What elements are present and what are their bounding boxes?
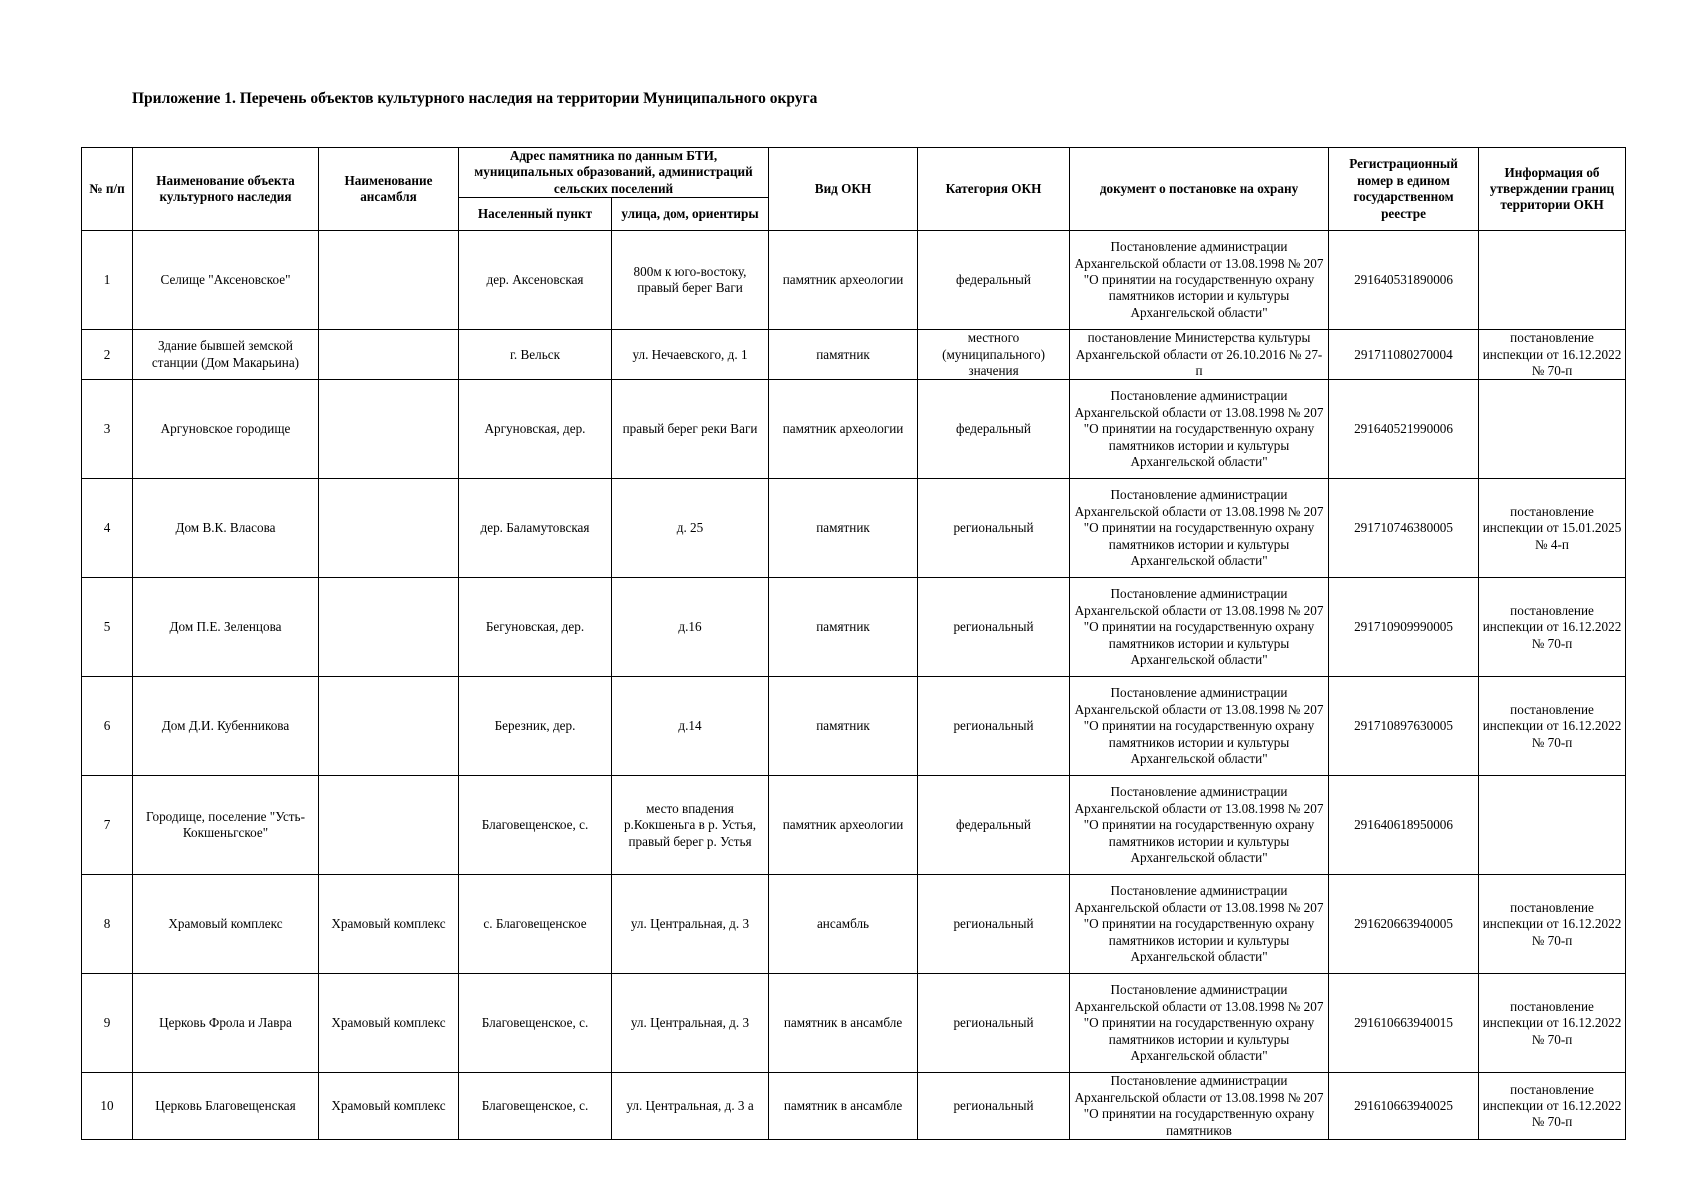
cell-boundaries <box>1479 380 1626 479</box>
cell-settlement: с. Благовещенское <box>459 875 612 974</box>
cell-name: Дом Д.И. Кубенникова <box>133 677 319 776</box>
cell-boundaries <box>1479 776 1626 875</box>
cell-settlement: дер. Аксеновская <box>459 231 612 330</box>
header-document: документ о постановке на охрану <box>1070 148 1329 231</box>
cell-num: 1 <box>82 231 133 330</box>
cell-num: 3 <box>82 380 133 479</box>
cell-type: памятник <box>769 677 918 776</box>
table-row <box>82 875 1626 974</box>
cell-category: региональный <box>918 578 1070 677</box>
cell-ensemble <box>319 677 459 776</box>
cell-name: Селище "Аксеновское" <box>133 231 319 330</box>
table-row <box>82 1073 1626 1140</box>
cell-reg-number: 291610663940025 <box>1329 1073 1479 1140</box>
cell-type: памятник в ансамбле <box>769 1073 918 1140</box>
cell-category: федеральный <box>918 231 1070 330</box>
cell-reg-number: 291710897630005 <box>1329 677 1479 776</box>
cell-street: д.16 <box>612 578 769 677</box>
cell-street: ул. Центральная, д. 3 <box>612 974 769 1073</box>
header-street: улица, дом, ориентиры <box>612 198 769 231</box>
cell-name: Аргуновское городище <box>133 380 319 479</box>
cell-ensemble: Храмовый комплекс <box>319 875 459 974</box>
cell-category: региональный <box>918 1073 1070 1140</box>
cell-num: 6 <box>82 677 133 776</box>
cell-num: 4 <box>82 479 133 578</box>
heritage-objects-table <box>81 147 1626 1140</box>
cell-boundaries: постановление инспекции от 16.12.2022 № 70-п <box>1479 1073 1626 1140</box>
cell-boundaries <box>1479 231 1626 330</box>
cell-document: Постановление администрации Архангельской области от 13.08.1998 № 207 "О принятии на государственную охрану памятников истории и культуры Архангельской области" <box>1070 380 1329 479</box>
header-num: № п/п <box>82 148 133 231</box>
cell-type: памятник <box>769 479 918 578</box>
cell-reg-number: 291620663940005 <box>1329 875 1479 974</box>
cell-name: Городище, поселение "Усть- Кокшеньгское" <box>133 776 319 875</box>
table-row <box>82 479 1626 578</box>
cell-document: постановление Министерства культуры Архангельской области от 26.10.2016 № 27-п <box>1070 330 1329 380</box>
table-row <box>82 380 1626 479</box>
cell-type: памятник археологии <box>769 380 918 479</box>
cell-category: региональный <box>918 677 1070 776</box>
cell-document: Постановление администрации Архангельской области от 13.08.1998 № 207 "О принятии на государственную охрану памятников истории и культуры Архангельской области" <box>1070 231 1329 330</box>
table-row <box>82 776 1626 875</box>
cell-type: памятник в ансамбле <box>769 974 918 1073</box>
cell-reg-number: 291711080270004 <box>1329 330 1479 380</box>
cell-name: Дом П.Е. Зеленцова <box>133 578 319 677</box>
cell-document: Постановление администрации Архангельской области от 13.08.1998 № 207 "О принятии на государственную охрану памятников истории и культуры Архангельской области" <box>1070 974 1329 1073</box>
cell-name: Здание бывшей земской станции (Дом Макарьина) <box>133 330 319 380</box>
header-boundaries: Информация об утверждении границ территории ОКН <box>1479 148 1626 231</box>
cell-settlement: Бегуновская, дер. <box>459 578 612 677</box>
cell-reg-number: 291710746380005 <box>1329 479 1479 578</box>
cell-document: Постановление администрации Архангельской области от 13.08.1998 № 207 "О принятии на государственную охрану памятников истории и культуры Архангельской области" <box>1070 677 1329 776</box>
header-address-group: Адрес памятника по данным БТИ, муниципальных образований, администраций сельских поселений <box>459 148 769 198</box>
cell-ensemble <box>319 330 459 380</box>
cell-num: 10 <box>82 1073 133 1140</box>
cell-reg-number: 291610663940015 <box>1329 974 1479 1073</box>
header-category: Категория ОКН <box>918 148 1070 231</box>
cell-reg-number: 291640531890006 <box>1329 231 1479 330</box>
cell-document: Постановление администрации Архангельской области от 13.08.1998 № 207 "О принятии на государственную охрану памятников истории и культуры Архангельской области" <box>1070 776 1329 875</box>
cell-document: Постановление администрации Архангельской области от 13.08.1998 № 207 "О принятии на государственную охрану памятников <box>1070 1073 1329 1140</box>
table-body <box>82 231 1626 1140</box>
cell-document: Постановление администрации Архангельской области от 13.08.1998 № 207 "О принятии на государственную охрану памятников истории и культуры Архангельской области" <box>1070 479 1329 578</box>
cell-num: 9 <box>82 974 133 1073</box>
cell-ensemble <box>319 231 459 330</box>
cell-settlement: Березник, дер. <box>459 677 612 776</box>
cell-type: памятник археологии <box>769 231 918 330</box>
header-reg-number: Регистрационный номер в едином государственном реестре <box>1329 148 1479 231</box>
cell-ensemble <box>319 380 459 479</box>
table-row <box>82 330 1626 380</box>
cell-street: место впадения р.Кокшеньга в р. Устья, правый берег р. Устья <box>612 776 769 875</box>
cell-ensemble <box>319 479 459 578</box>
cell-boundaries: постановление инспекции от 16.12.2022 № 70-п <box>1479 875 1626 974</box>
cell-settlement: Аргуновская, дер. <box>459 380 612 479</box>
table-row <box>82 578 1626 677</box>
cell-num: 8 <box>82 875 133 974</box>
cell-type: памятник археологии <box>769 776 918 875</box>
document-title: Приложение 1. Перечень объектов культурного наследия на территории Муниципального округа <box>132 90 818 107</box>
cell-type: памятник <box>769 578 918 677</box>
cell-boundaries: постановление инспекции от 16.12.2022 № 70-п <box>1479 578 1626 677</box>
cell-street: ул. Нечаевского, д. 1 <box>612 330 769 380</box>
cell-settlement: Благовещенское, с. <box>459 1073 612 1140</box>
cell-street: ул. Центральная, д. 3 а <box>612 1073 769 1140</box>
cell-street: д.14 <box>612 677 769 776</box>
cell-num: 7 <box>82 776 133 875</box>
cell-document: Постановление администрации Архангельской области от 13.08.1998 № 207 "О принятии на государственную охрану памятников истории и культуры Архангельской области" <box>1070 875 1329 974</box>
cell-settlement: Благовещенское, с. <box>459 974 612 1073</box>
cell-boundaries: постановление инспекции от 16.12.2022 № 70-п <box>1479 677 1626 776</box>
cell-ensemble <box>319 776 459 875</box>
header-settlement: Населенный пункт <box>459 198 612 231</box>
cell-num: 5 <box>82 578 133 677</box>
cell-type: памятник <box>769 330 918 380</box>
cell-reg-number: 291640618950006 <box>1329 776 1479 875</box>
cell-street: 800м к юго-востоку, правый берег Ваги <box>612 231 769 330</box>
cell-settlement: Благовещенское, с. <box>459 776 612 875</box>
table-row <box>82 974 1626 1073</box>
cell-boundaries: постановление инспекции от 16.12.2022 № 70-п <box>1479 330 1626 380</box>
cell-ensemble: Храмовый комплекс <box>319 974 459 1073</box>
cell-ensemble: Храмовый комплекс <box>319 1073 459 1140</box>
cell-reg-number: 291710909990005 <box>1329 578 1479 677</box>
cell-name: Дом В.К. Власова <box>133 479 319 578</box>
cell-num: 2 <box>82 330 133 380</box>
cell-category: федеральный <box>918 380 1070 479</box>
cell-category: региональный <box>918 875 1070 974</box>
cell-name: Церковь Благовещенская <box>133 1073 319 1140</box>
cell-type: ансамбль <box>769 875 918 974</box>
header-ensemble: Наименование ансамбля <box>319 148 459 231</box>
cell-name: Церковь Фрола и Лавра <box>133 974 319 1073</box>
table-row <box>82 231 1626 330</box>
header-type: Вид ОКН <box>769 148 918 231</box>
cell-category: местного (муниципального) значения <box>918 330 1070 380</box>
cell-street: д. 25 <box>612 479 769 578</box>
cell-boundaries: постановление инспекции от 16.12.2022 № 70-п <box>1479 974 1626 1073</box>
cell-document: Постановление администрации Архангельской области от 13.08.1998 № 207 "О принятии на государственную охрану памятников истории и культуры Архангельской области" <box>1070 578 1329 677</box>
cell-category: региональный <box>918 479 1070 578</box>
cell-category: региональный <box>918 974 1070 1073</box>
cell-ensemble <box>319 578 459 677</box>
header-name: Наименование объекта культурного наследия <box>133 148 319 231</box>
cell-boundaries: постановление инспекции от 15.01.2025 № 4-п <box>1479 479 1626 578</box>
cell-street: правый берег реки Ваги <box>612 380 769 479</box>
table-row <box>82 677 1626 776</box>
cell-settlement: дер. Баламутовская <box>459 479 612 578</box>
cell-category: федеральный <box>918 776 1070 875</box>
cell-street: ул. Центральная, д. 3 <box>612 875 769 974</box>
cell-name: Храмовый комплекс <box>133 875 319 974</box>
table-header <box>82 148 1626 231</box>
cell-settlement: г. Вельск <box>459 330 612 380</box>
cell-reg-number: 291640521990006 <box>1329 380 1479 479</box>
